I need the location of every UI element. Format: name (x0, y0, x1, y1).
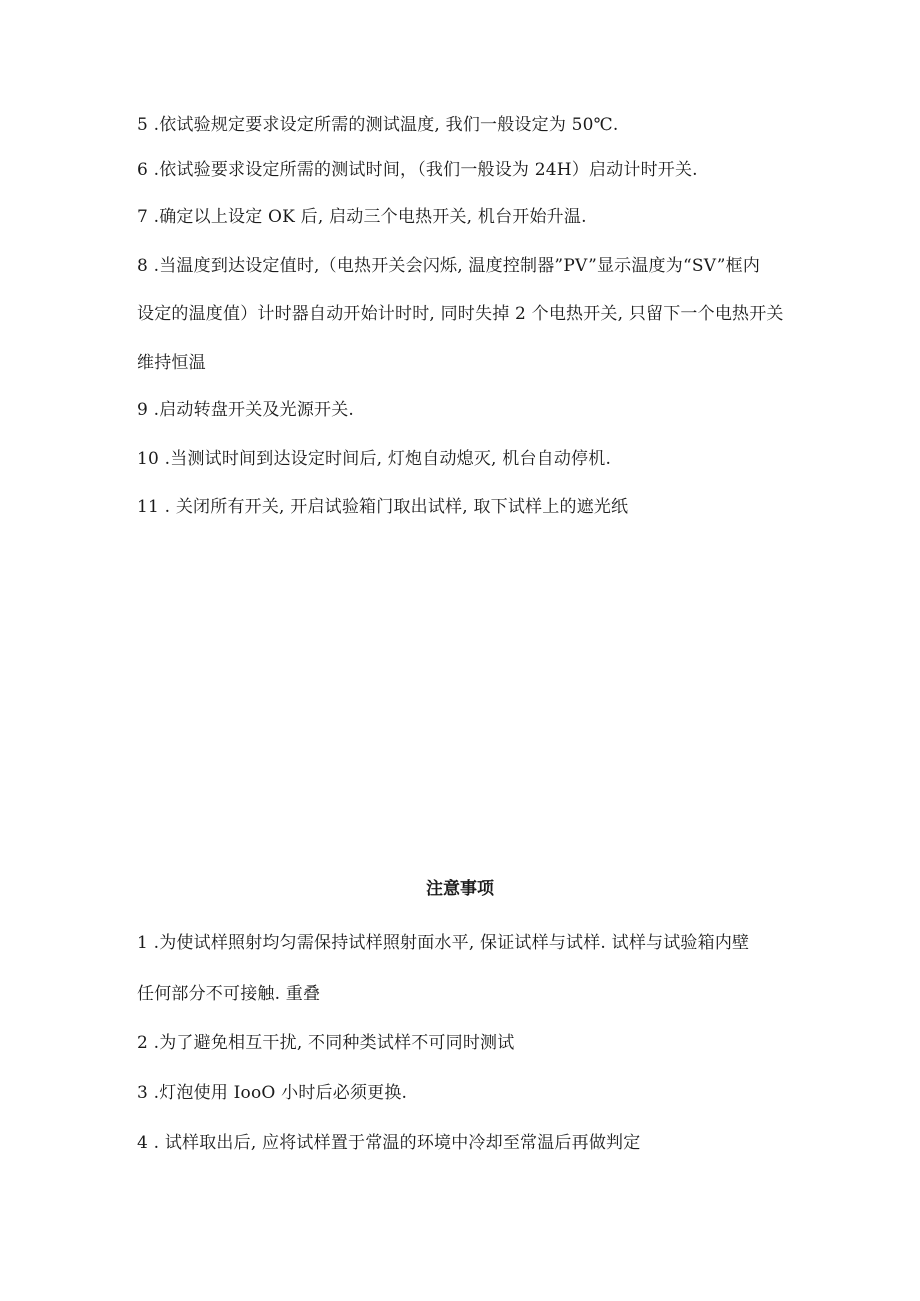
step-6-text: 6 .依试验要求设定所需的测试时间，（我们一般设为 24H）启动计时开关. (137, 160, 698, 180)
step-7-text: 7 .确定以上设定 OK 后, 启动三个电热开关, 机台开始升温. (137, 207, 587, 227)
note-4-text: 4 . 试样取出后, 应将试样置于常温的环境中冷却至常温后再做判定 (137, 1133, 641, 1153)
note-2-text: 2 .为了避免相互干扰, 不同种类试样不可同时测试 (137, 1033, 515, 1053)
step-9-text: 9 .启动转盘开关及光源开关. (137, 400, 355, 420)
step-8-continuation-2: 维持恒温 (137, 353, 206, 373)
step-10-text: 10 .当测试时间到达设定时间后, 灯炮自动熄灭, 机台自动停机. (137, 449, 612, 469)
step-8-continuation-1: 设定的温度值）计时器自动开始计时时, 同时失掉 2 个电热开关, 只留下一个电热开关 (137, 304, 784, 324)
note-1-continuation: 任何部分不可接触. 重叠 (137, 984, 321, 1004)
notes-title: 注意事项 (426, 879, 494, 899)
step-5-text: 5 .依试验规定要求设定所需的测试温度, 我们一般设定为 50℃. (137, 115, 619, 135)
step-8-text: 8 .当温度到达设定值时,（电热开关会闪烁, 温度控制器”PV”显示温度为“SV”框内 (137, 256, 761, 276)
note-3-text: 3 .灯泡使用 IooO 小时后必须更换. (137, 1083, 408, 1103)
step-11-text: 11 . 关闭所有开关, 开启试验箱门取出试样, 取下试样上的遮光纸 (137, 497, 629, 517)
note-1-text: 1 .为使试样照射均匀需保持试样照射面水平, 保证试样与试样. 试样与试验箱内壁 (137, 933, 750, 953)
